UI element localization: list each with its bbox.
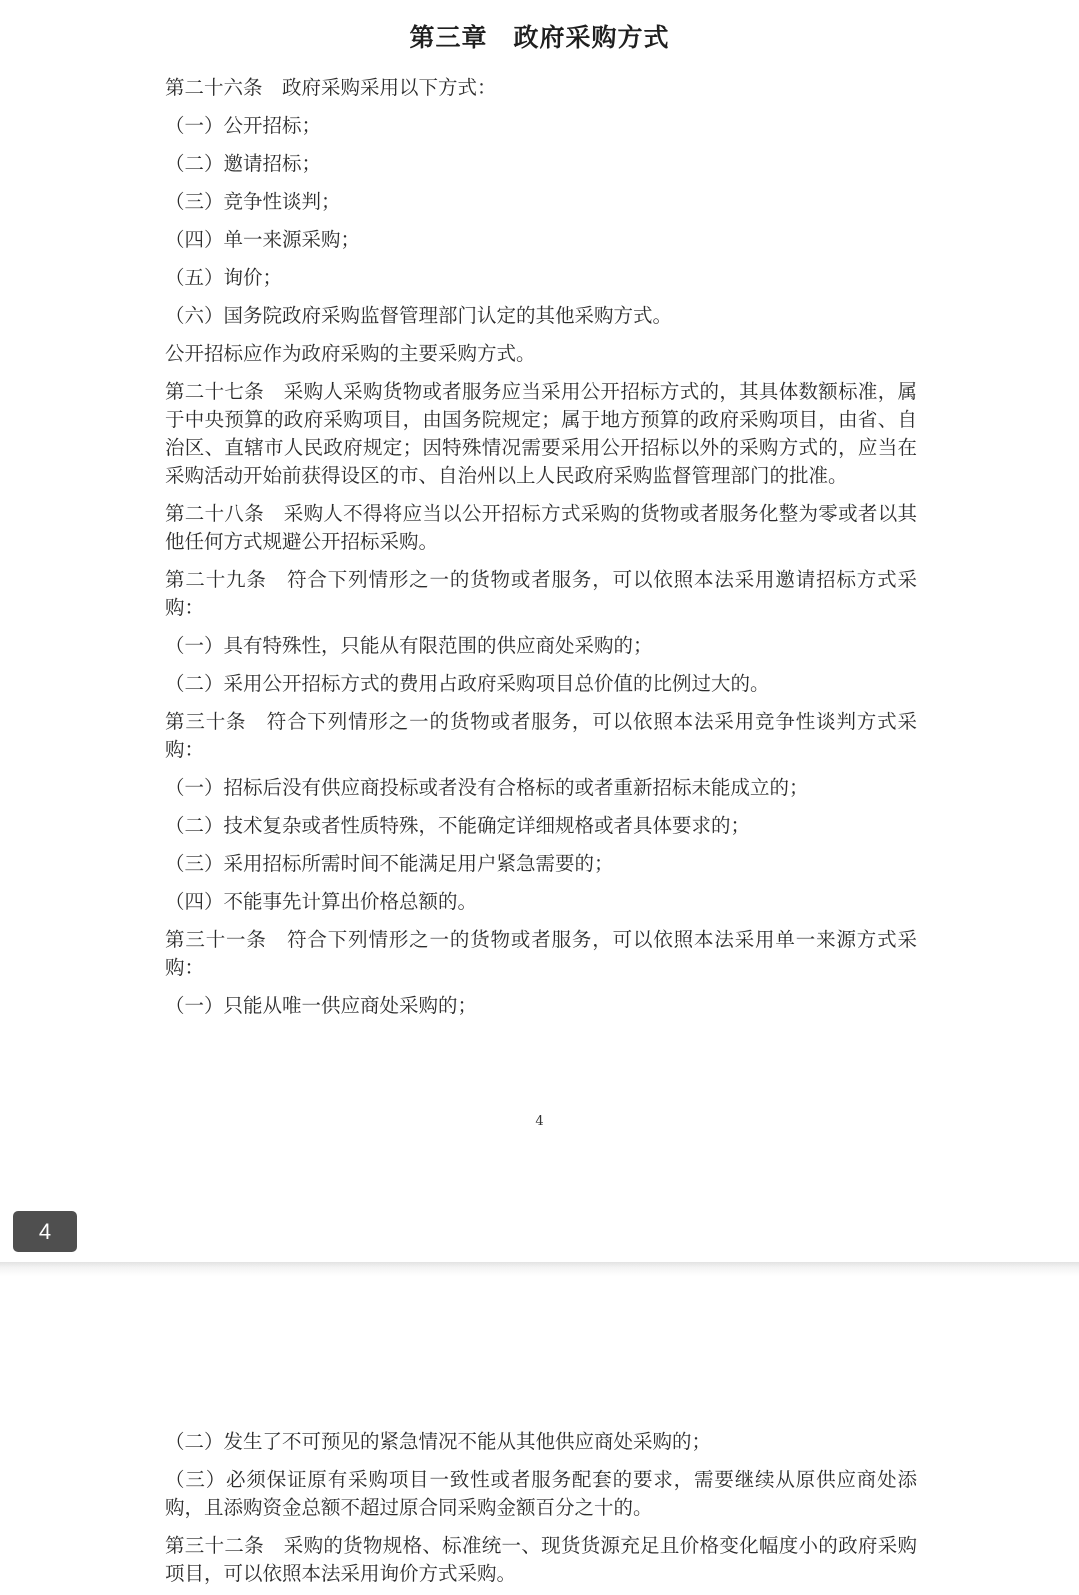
page-footer-number: 4	[535, 1114, 544, 1129]
article-30: 第三十条 符合下列情形之一的货物或者服务，可以依照本法采用竞争性谈判方式采购：	[165, 710, 917, 761]
page-2-body	[165, 1428, 917, 1588]
article-31: 第三十一条 符合下列情形之一的货物或者服务，可以依照本法采用单一来源方式采购：	[165, 928, 917, 979]
article-27: 第二十七条 采购人采购货物或者服务应当采用公开招标方式的，其具体数额标准，属于中央预算的政府采购项目，由国务院规定；属于地方预算的政府采购项目，由省、自治区、直辖市人民政府规定；因特殊情况需要采用公开招标以外的采购方式的，应当在采购活动开始前获得设区的市、自治州以上人民政府采购监督管理部门的批准。	[165, 380, 917, 487]
list-item: （一）只能从唯一供应商处采购的；	[165, 994, 478, 1017]
list-item: （一）公开招标；	[165, 114, 322, 137]
page-1-body	[165, 74, 917, 1020]
page-indicator-badge[interactable]: 4	[13, 1211, 77, 1252]
list-item: （四）不能事先计算出价格总额的。	[165, 890, 478, 913]
list-item: （三）竞争性谈判；	[165, 190, 341, 213]
list-item: （二）发生了不可预见的紧急情况不能从其他供应商处采购的；	[165, 1430, 712, 1453]
list-item: （二）技术复杂或者性质特殊，不能确定详细规格或者具体要求的；	[165, 814, 751, 837]
list-item: （六）国务院政府采购监督管理部门认定的其他采购方式。	[165, 304, 673, 327]
list-item: （一）具有特殊性，只能从有限范围的供应商处采购的；	[165, 634, 653, 657]
article-32: 第三十二条 采购的货物规格、标准统一、现货货源充足且价格变化幅度小的政府采购项目，可以依照本法采用询价方式采购。	[165, 1534, 917, 1585]
document-page-2	[0, 1276, 1079, 1595]
list-item: （三）必须保证原有采购项目一致性或者服务配套的要求，需要继续从原供应商处添购，且添购资金总额不超过原合同采购金额百分之十的。	[165, 1468, 917, 1519]
list-item: （二）采用公开招标方式的费用占政府采购项目总价值的比例过大的。	[165, 672, 770, 695]
paragraph: 公开招标应作为政府采购的主要采购方式。	[165, 342, 536, 365]
page-separator	[0, 1262, 1079, 1276]
list-item: （一）招标后没有供应商投标或者没有合格标的或者重新招标未能成立的；	[165, 776, 809, 799]
list-item: （二）邀请招标；	[165, 152, 322, 175]
list-item: （五）询价；	[165, 266, 283, 289]
article-28: 第二十八条 采购人不得将应当以公开招标方式采购的货物或者服务化整为零或者以其他任何方式规避公开招标采购。	[165, 502, 917, 553]
article-29: 第二十九条 符合下列情形之一的货物或者服务，可以依照本法采用邀请招标方式采购：	[165, 568, 917, 619]
list-item: （四）单一来源采购；	[165, 228, 361, 251]
list-item: （三）采用招标所需时间不能满足用户紧急需要的；	[165, 852, 614, 875]
article-26-heading: 第二十六条 政府采购采用以下方式：	[165, 76, 497, 99]
chapter-title: 第三章 政府采购方式	[409, 23, 670, 52]
